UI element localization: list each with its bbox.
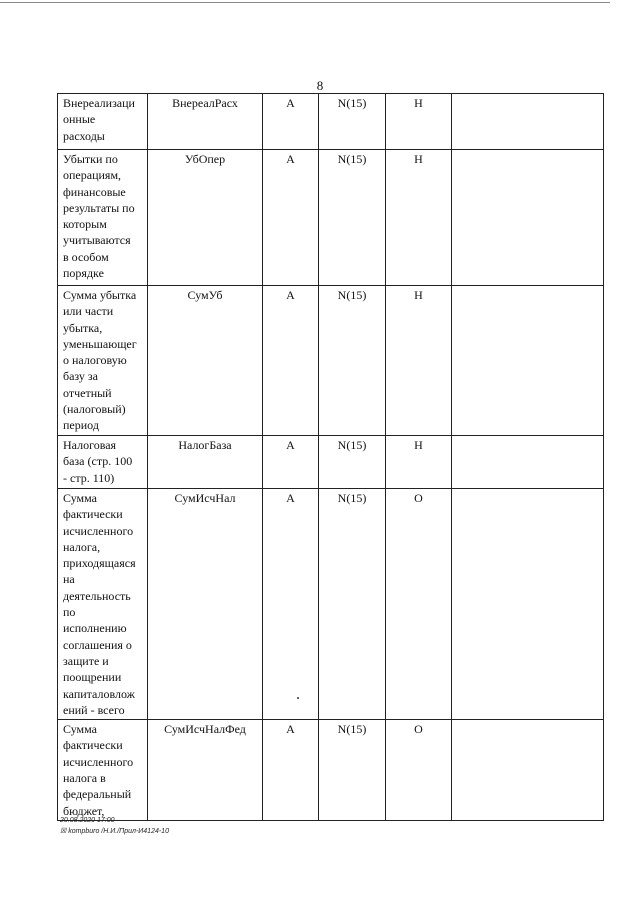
top-border-line	[0, 2, 610, 3]
field-status-cell: Н	[386, 150, 452, 286]
field-name-cell: Внереализаци онные расходы	[58, 94, 148, 150]
field-code-cell: СумИсчНал	[148, 489, 263, 720]
table-row	[58, 286, 604, 436]
field-format-cell: N(15)	[319, 489, 386, 720]
data-table	[57, 93, 604, 821]
field-type-cell: А	[263, 489, 319, 720]
field-type-cell: А	[263, 720, 319, 821]
field-type-cell: А	[263, 150, 319, 286]
field-status-cell: О	[386, 489, 452, 720]
field-notes-cell	[452, 489, 604, 720]
table-row	[58, 489, 604, 720]
field-code-cell: ВнереалРасх	[148, 94, 263, 150]
table-row	[58, 150, 604, 286]
field-status-cell: Н	[386, 286, 452, 436]
field-code-cell: УбОпер	[148, 150, 263, 286]
footer-date: 20.08.2020 17:00	[60, 817, 115, 824]
field-format-cell: N(15)	[319, 150, 386, 286]
table-row	[58, 94, 604, 150]
field-code-cell: СумИсчНалФед	[148, 720, 263, 821]
field-notes-cell	[452, 94, 604, 150]
field-name-cell: Налоговая база (стр. 100 - стр. 110)	[58, 436, 148, 489]
field-name-cell: Сумма фактически исчисленного налога, приходящаяся на деятельность по исполнению соглашения о защите и поощрении капиталовлож ений - всего	[58, 489, 148, 720]
field-status-cell: Н	[386, 94, 452, 150]
field-format-cell: N(15)	[319, 720, 386, 821]
field-status-cell: Н	[386, 436, 452, 489]
field-notes-cell	[452, 150, 604, 286]
field-type-cell: А	[263, 436, 319, 489]
field-name-cell: Сумма убытка или части убытка, уменьшающег о налоговую базу за отчетный (налоговый) период	[58, 286, 148, 436]
table-row	[58, 436, 604, 489]
field-notes-cell	[452, 436, 604, 489]
field-notes-cell	[452, 286, 604, 436]
field-status-cell: О	[386, 720, 452, 821]
stray-mark	[297, 697, 299, 699]
field-format-cell: N(15)	[319, 94, 386, 150]
field-format-cell: N(15)	[319, 286, 386, 436]
field-format-cell: N(15)	[319, 436, 386, 489]
field-type-cell: А	[263, 286, 319, 436]
field-name-cell: Сумма фактически исчисленного налога в федеральный бюджет,	[58, 720, 148, 821]
field-notes-cell	[452, 720, 604, 821]
page-number: 8	[316, 78, 324, 93]
field-code-cell: НалогБаза	[148, 436, 263, 489]
footer	[60, 815, 169, 837]
field-name-cell: Убытки по операциям, финансовые результаты по которым учитываются в особом порядке	[58, 150, 148, 286]
field-code-cell: СумУб	[148, 286, 263, 436]
footer-source: ☒ kompburo /Н.И./Прил-И4124-10	[60, 828, 169, 835]
table-row	[58, 720, 604, 821]
field-type-cell: А	[263, 94, 319, 150]
